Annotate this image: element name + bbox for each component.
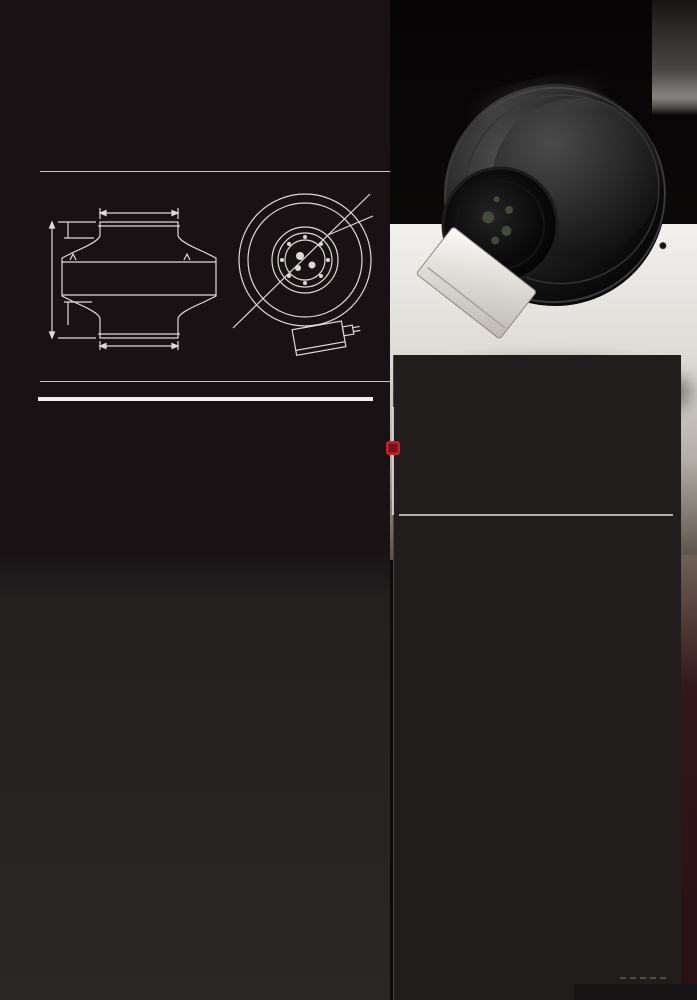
dimensions-table [38, 397, 373, 401]
watermark [574, 984, 697, 1000]
divider [399, 514, 673, 516]
page-edge-strip [680, 555, 697, 1000]
versions-panel [393, 355, 681, 1000]
watermark-dashes [620, 977, 666, 979]
panel-edge-line [392, 407, 394, 515]
divider [40, 381, 392, 382]
flow-efficiency-chart [0, 583, 392, 1000]
red-square-marker [386, 441, 400, 455]
divider [40, 171, 392, 172]
technical-drawing [28, 178, 392, 356]
